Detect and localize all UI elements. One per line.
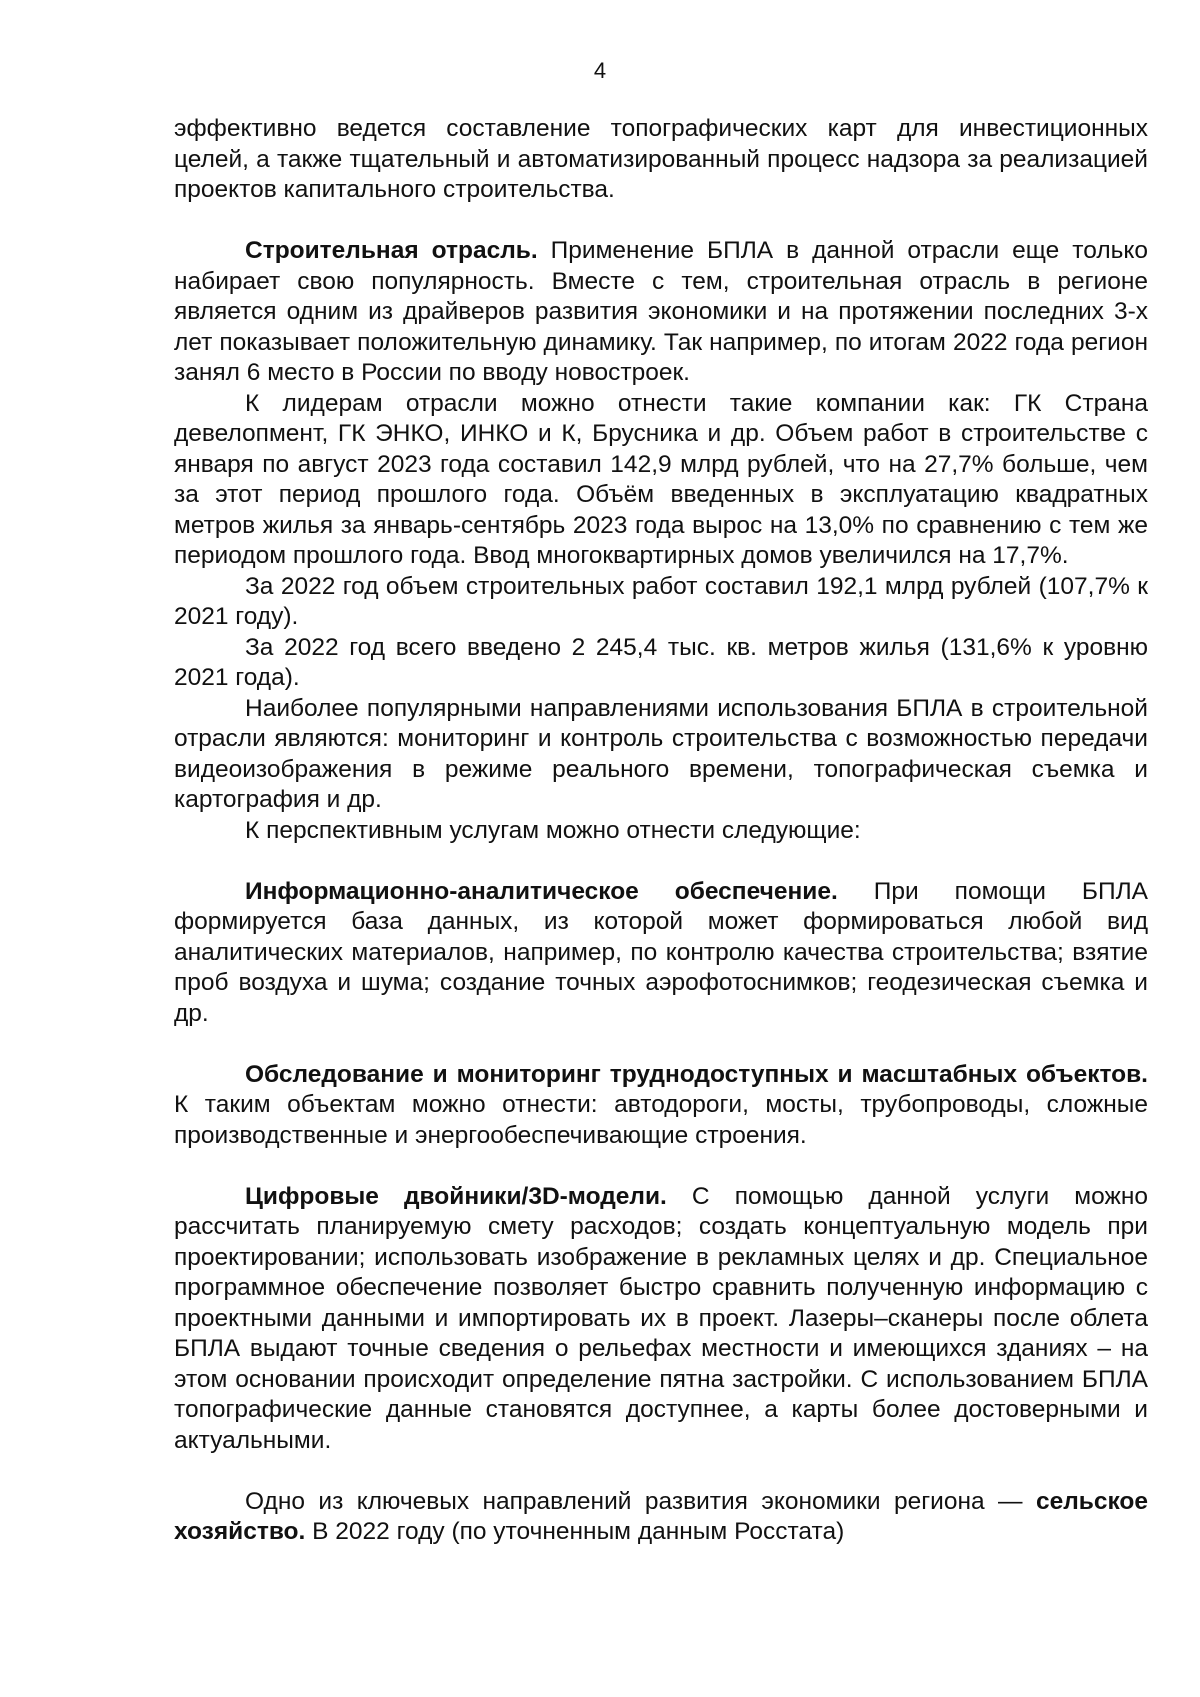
paragraph-text: При помощи БПЛА формируется база данных, из которой может формироваться любой вид аналитических материалов, например, по контролю качества строительства; взятие проб воздуха и шума; создание точных аэрофотоснимков; геодезическая съемка и др. — [174, 877, 1148, 1027]
paragraph-text: Применение БПЛА в данной отрасли еще только набирает свою популярность. Вместе с тем, строительная отрасль в регионе является одним из драйверов развития экономики и на протяжении последних 3-х лет показывает положительную динамику. Так например, по итогам 2022 года регион занял 6 место в России по вводу новостроек. — [174, 237, 1149, 386]
page-number: 4 — [593, 58, 607, 83]
paragraph-text: Одно из ключевых направлений развития экономики региона — — [245, 1487, 1036, 1515]
paragraph-text: К таким объектам можно отнести: автодороги, мосты, трубопроводы, сложные производственные и энергообеспечивающие строения. — [174, 1091, 1148, 1149]
paragraph-1 — [174, 114, 1148, 206]
paragraph-text: С помощью данной услуги можно рассчитать планируемую смету расходов; создать концептуальную модель при проектировании; использовать изображение в рекламных целях и др. Специальное программное обеспечение позволяет быстро сравнить полученную информацию с проектными данными и импортировать их в проект. Лазеры–сканеры после облета БПЛА выдают точные сведения о рельефах местности и имеющихся зданиях – на этом основании происходит определение пятна застройки. С использованием БПЛА топографические данные становятся доступнее, а карты более достоверными и актуальными. — [174, 1182, 1148, 1454]
document-body — [174, 114, 1148, 1548]
paragraph-text: За 2022 год всего введено 2 245,4 тыс. кв. метров жилья (131,6% к уровню 2021 года). — [174, 633, 1148, 691]
paragraph-information-analytics — [174, 877, 1148, 1030]
paragraph-agriculture — [174, 1487, 1148, 1548]
paragraph-text: За 2022 год объем строительных работ составил 192,1 млрд рублей (107,7% к 2021 году). — [174, 572, 1148, 630]
paragraph-digital-twins — [174, 1182, 1148, 1457]
paragraph-construction-volume-2022 — [174, 572, 1148, 633]
paragraph-text: В 2022 году (по уточненным данным Росстата) — [305, 1518, 845, 1545]
paragraph-industry-leaders — [174, 389, 1148, 572]
paragraph-text: К перспективным услугам можно отнести следующие: — [245, 816, 861, 844]
section-heading-information-analytics: Информационно-аналитическое обеспечение. — [245, 877, 838, 905]
paragraph-text: Наиболее популярными направлениями использования БПЛА в строительной отрасли являются: мониторинг и контроль строительства с возможностью передачи видеоизображения в режиме реального времени, топографическая съемка и картография и др. — [174, 694, 1148, 813]
paragraph-prospective-services — [174, 816, 1148, 847]
paragraph-text: К лидерам отрасли можно отнести такие компании как: ГК Страна девелопмент, ГК ЭНКО, ИНКО и К, Брусника и др. Объем работ в строительстве с января по август 2023 года составил 142,9 млрд рублей, что на 27,7% больше, чем за этот период прошлого года. Объём введенных в эксплуатацию квадратных метров жилья за январь-сентябрь 2023 года вырос на 13,0% по сравнению с тем же периодом прошлого года. Ввод многоквартирных домов увеличился на 17,7%. — [174, 389, 1148, 569]
section-heading-digital-twins: Цифровые двойники/3D-модели. — [245, 1182, 667, 1210]
section-heading-agriculture: сельское хозяйство. — [174, 1487, 1148, 1545]
paragraph-drone-directions — [174, 694, 1148, 816]
paragraph-text: эффективно ведется составление топографических карт для инвестиционных целей, а также тщательный и автоматизированный процесс надзора за реализацией проектов капитального строительства. — [174, 115, 1148, 203]
paragraph-construction-industry — [174, 236, 1148, 389]
section-heading-construction: Строительная отрасль. — [245, 237, 538, 264]
paragraph-housing-2022 — [174, 633, 1148, 694]
section-heading-inspection-monitoring: Обследование и мониторинг труднодоступных и масштабных объектов. — [245, 1060, 1148, 1088]
paragraph-inspection-monitoring — [174, 1060, 1148, 1152]
